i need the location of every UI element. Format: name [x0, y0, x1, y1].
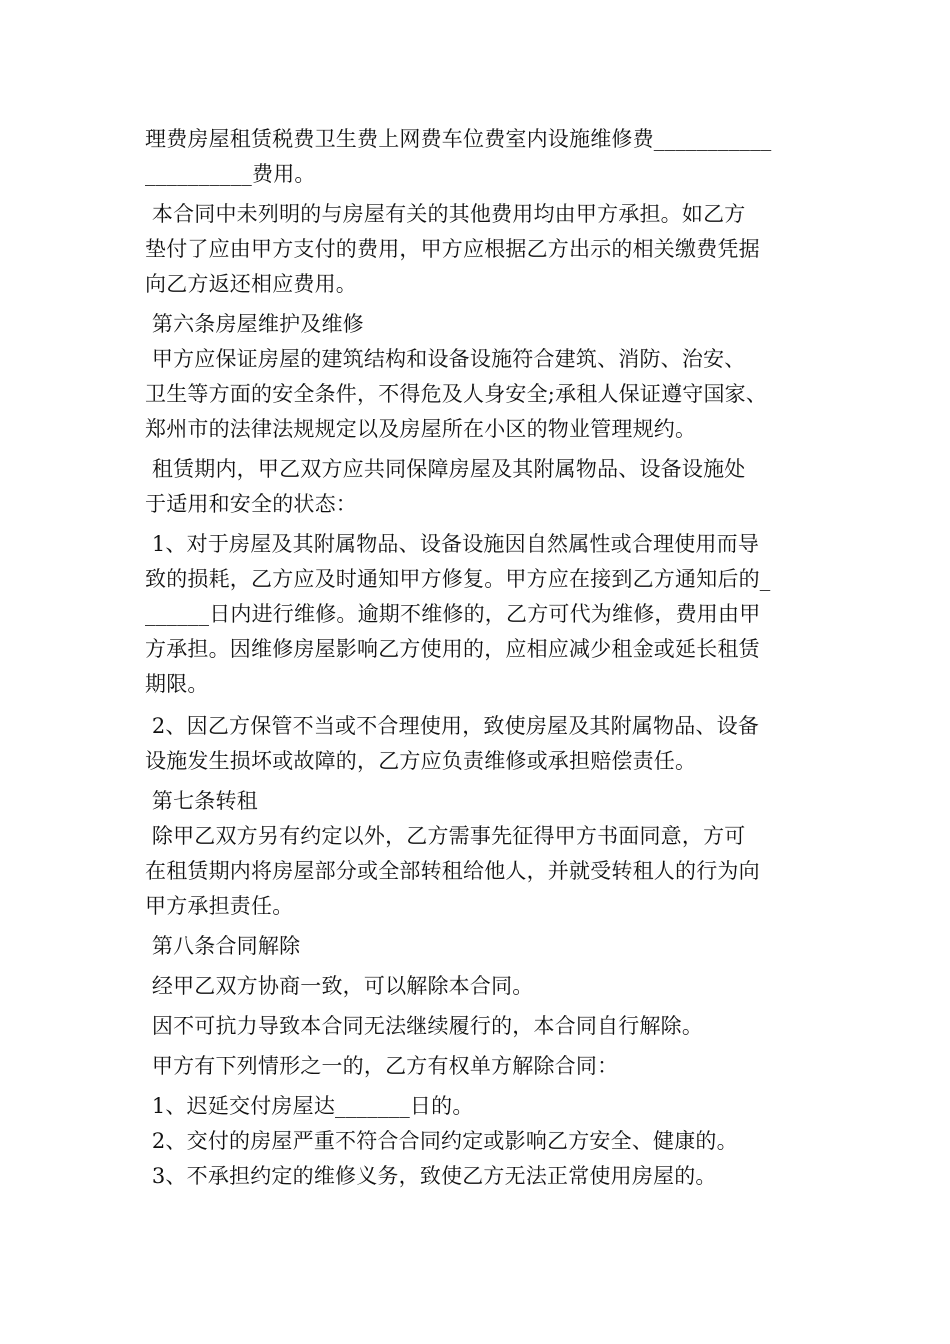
text-line: 郑州市的法律法规规定以及房屋所在小区的物业管理规约。	[145, 417, 697, 441]
text-line: 卫生等方面的安全条件，不得危及人身安全;承租人保证遵守国家、	[145, 382, 768, 406]
text-line: 租赁期内，甲乙双方应共同保障房屋及其附属物品、设备设施处	[145, 457, 746, 481]
text-line: 本合同中未列明的与房屋有关的其他费用均由甲方承担。如乙方	[145, 202, 746, 226]
text-line: 2、交付的房屋严重不符合合同约定或影响乙方安全、健康的。	[145, 1129, 738, 1153]
text-line: 方承担。因维修房屋影响乙方使用的，应相应减少租金或延长租赁	[145, 637, 760, 661]
text-line: 除甲乙双方另有约定以外，乙方需事先征得甲方书面同意，方可	[145, 824, 746, 848]
text-line: ______日内进行维修。逾期不维修的，乙方可代为维修，费用由甲	[145, 602, 761, 626]
text-line: 致的损耗，乙方应及时通知甲方修复。甲方应在接到乙方通知后的_	[145, 567, 771, 591]
text-line: 垫付了应由甲方支付的费用，甲方应根据乙方出示的相关缴费凭据	[145, 237, 760, 261]
text-line: 理费房屋租赁税费卫生费上网费车位费室内设施维修费___________	[145, 127, 772, 151]
text-line: 经甲乙双方协商一致，可以解除本合同。	[145, 974, 534, 998]
text-line: 3、不承担约定的维修义务，致使乙方无法正常使用房屋的。	[145, 1164, 717, 1188]
text-line: 在租赁期内将房屋部分或全部转租给他人，并就受转租人的行为向	[145, 859, 760, 883]
section-heading: 第七条转租	[145, 789, 258, 813]
text-line: 于适用和安全的状态：	[145, 492, 357, 516]
text-line: __________费用。	[145, 162, 316, 186]
text-line: 期限。	[145, 672, 209, 696]
text-line: 因不可抗力导致本合同无法继续履行的，本合同自行解除。	[145, 1014, 704, 1038]
text-line: 甲方应保证房屋的建筑结构和设备设施符合建筑、消防、治安、	[145, 347, 746, 371]
text-line: 2、因乙方保管不当或不合理使用，致使房屋及其附属物品、设备	[145, 714, 760, 738]
text-line: 向乙方返还相应费用。	[145, 272, 357, 296]
text-line: 甲方有下列情形之一的，乙方有权单方解除合同：	[145, 1054, 619, 1078]
section-heading: 第六条房屋维护及维修	[145, 312, 364, 336]
text-line: 1、迟延交付房屋达_______日的。	[145, 1094, 474, 1118]
text-line: 1、对于房屋及其附属物品、设备设施因自然属性或合理使用而导	[145, 532, 760, 556]
text-line: 甲方承担责任。	[145, 894, 294, 918]
text-line: 设施发生损坏或故障的，乙方应负责维修或承担赔偿责任。	[145, 749, 697, 773]
section-heading: 第八条合同解除	[145, 934, 301, 958]
